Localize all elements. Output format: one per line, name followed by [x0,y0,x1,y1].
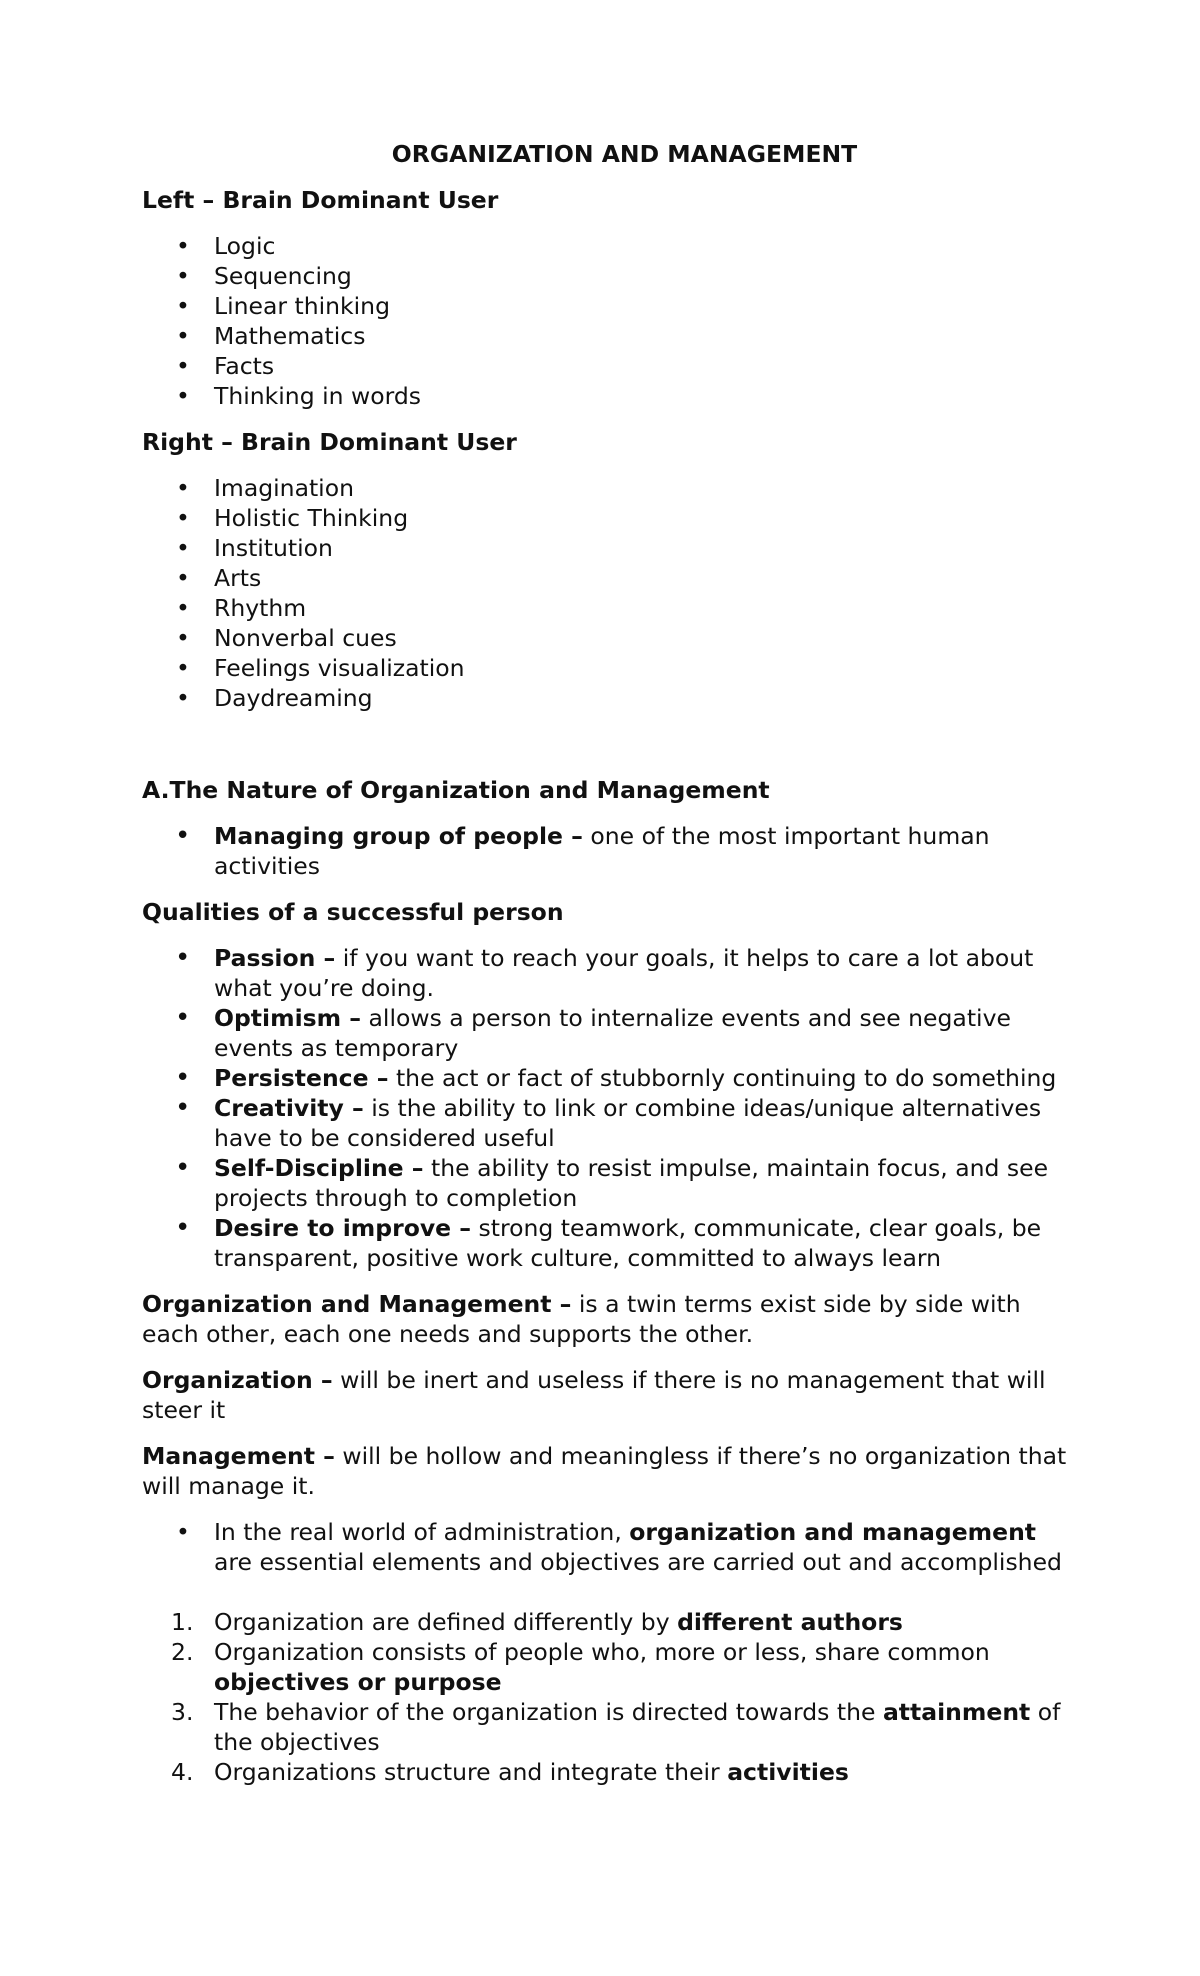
term: Passion – [214,944,336,972]
list-item: • Logic [142,231,1077,261]
term: Desire to improve – [214,1214,472,1242]
right-brain-heading: Right – Brain Dominant User [142,428,517,456]
list-item: 4. Organizations structure and integrate their activities [171,1758,849,1786]
list-item: • Facts [142,351,1077,381]
list-item [142,943,1077,1003]
list-item: 2. Organization consists of people who, more or less, share common objectives or purpose [171,1638,990,1696]
term: Managing group of people – [214,822,583,850]
definition: will be hollow and meaningless if there’s no organization that will manage it. [142,1442,1067,1500]
list-item [142,1063,1077,1093]
definition: the act or fact of stubbornly continuing to do something [388,1064,1057,1092]
list-number: 1. [171,1608,194,1636]
spacer [142,729,1077,775]
list-item [142,1213,1077,1273]
list-item [142,1003,1077,1063]
list-item: 1. Organization are defined differently by different authors [171,1608,903,1636]
definition: allows a person to internalize events and see negative events as temporary [214,1004,1011,1062]
list-item [142,1093,1077,1153]
list-item: • In the real world of administration, organization and management are essential elements and objectives are carried out and accomplished [142,1517,1077,1577]
list-number: 2. [171,1638,194,1666]
left-brain-list [142,231,1077,411]
term: Optimism – [214,1004,362,1032]
definition: strong teamwork, communicate, clear goals, be transparent, positive work culture, committed to always learn [214,1214,1042,1272]
term: Organization – [142,1366,333,1394]
qualities-list [142,943,1077,1273]
list-number: 4. [171,1758,194,1786]
list-item: • Linear thinking [142,291,1077,321]
list-item: • Mathematics [142,321,1077,351]
list-item [142,1153,1077,1213]
list-item: • Institution [142,533,1077,563]
left-brain-heading: Left – Brain Dominant User [142,186,499,214]
term: Creativity – [214,1094,364,1122]
list-item: • Thinking in words [142,381,1077,411]
spacer [142,1577,1077,1607]
list-item: • Imagination [142,473,1077,503]
list-item: 3. The behavior of the organization is directed towards the attainment of the objectives [171,1698,1061,1756]
list-item: • Arts [142,563,1077,593]
list-item: • Nonverbal cues [142,623,1077,653]
definition: will be inert and useless if there is no management that will steer it [142,1366,1046,1424]
list-item: • Rhythm [142,593,1077,623]
section-a-heading: A.The Nature of Organization and Management [142,776,770,804]
real-world-list [142,1517,1077,1577]
term: Organization and Management – [142,1290,572,1318]
definition-paragraph [142,1441,1077,1501]
list-item: • Daydreaming [142,683,1077,713]
list-item: • Sequencing [142,261,1077,291]
document-body [142,139,1077,1787]
term: Persistence – [214,1064,389,1092]
definition: one of the most important human activities [214,822,990,880]
definition: if you want to reach your goals, it helps to care a lot about what you’re doing. [214,944,1034,1002]
page-title: ORGANIZATION AND MANAGEMENT [391,140,858,168]
definition: the ability to resist impulse, maintain focus, and see projects through to completion [214,1154,1049,1212]
term: Management – [142,1442,335,1470]
list-item: • Feelings visualization [142,653,1077,683]
right-brain-list [142,473,1077,713]
definition: is the ability to link or combine ideas/unique alternatives have to be considered useful [214,1094,1042,1152]
definition-paragraph [142,1365,1077,1425]
list-item [142,821,1077,881]
numbered-list [142,1607,1077,1787]
list-number: 3. [171,1698,194,1726]
qualities-heading: Qualities of a successful person [142,898,564,926]
definition-paragraph [142,1289,1077,1349]
section-a-list [142,821,1077,881]
list-item: • Holistic Thinking [142,503,1077,533]
definition: is a twin terms exist side by side with each other, each one needs and supports the other. [142,1290,1021,1348]
term: Self-Discipline – [214,1154,424,1182]
